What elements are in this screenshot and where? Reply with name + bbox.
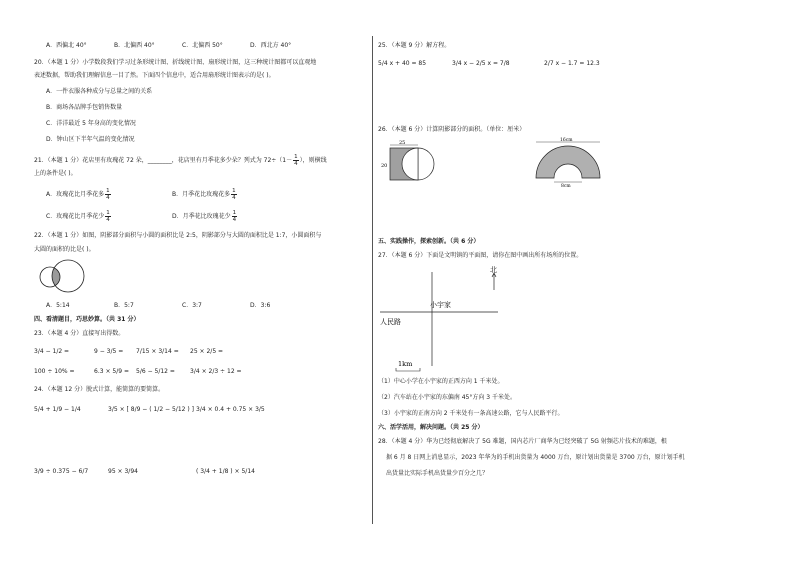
- q26-figure-1: [380, 138, 460, 188]
- q26-stem: 26．（本题 6 分）计算阴影部分的面积。（单位：厘米）: [378, 126, 526, 133]
- q28-line-1: 28．（本题 4 分）华为已经彻底解决了 5G 难题，国内芯片厂商华为已经突破了 5G 射频芯片技术的难题，根: [378, 438, 667, 445]
- q21-option-a-text: A．玫瑰花比月季花多: [46, 191, 105, 198]
- q27-scale-bar: [396, 368, 420, 371]
- q25-equation-1: 5/4 x + 40 = 85: [378, 60, 427, 67]
- q28-line-3: 出货量比实际手机出货量少百分之几？: [386, 470, 489, 477]
- q27-north-label: 北: [490, 266, 497, 274]
- q24-item-2: 3/5 × [ 8/9 − ( 1/2 − 5/12 ) ]: [108, 406, 194, 413]
- q26-width-label: 25: [399, 140, 406, 146]
- q27-road-label: 人民路: [380, 318, 401, 326]
- q20-stem-line2: 表述数据，帮助我们理解信息一目了然。下面四个信息中，适合用扇形统计图表示的是( )。: [34, 72, 275, 79]
- q27-map: [376, 262, 506, 374]
- q27-item-3: （3）小宇家的正南方向 2 千米处有一条高速公路，它与人民路平行。: [378, 410, 564, 417]
- q25-stem: 25．（本题 9 分）解方程。: [378, 42, 451, 49]
- q21-option-c-text: C．玫瑰花比月季花少: [46, 213, 105, 220]
- q21-option-c: [46, 210, 112, 223]
- q21-stem-fraction: [293, 154, 299, 167]
- q21-option-b-num: 1: [232, 188, 236, 194]
- q26-figure-2: [532, 136, 612, 188]
- q27-item-2: （2）汽车站在小宇家的东偏南 45°方向 3 千米处。: [378, 394, 516, 401]
- q22-stem-line1: 22．（本题 1 分）如图，阴影部分面积与小圆的面积比是 2:5，阴影部分与大圆的面积比是 1:7，小圆面积与: [34, 232, 322, 239]
- q20-option-b: B．商场各品牌手包销售数量: [46, 104, 123, 111]
- q27-stem: 27．（本题 6 分）下面是文明镇的平面图，请你在图中画出所有场所的位置。: [378, 252, 583, 259]
- column-divider: [372, 36, 373, 524]
- q23-item-6: 6.3 × 5/9 =: [94, 368, 129, 375]
- q27-scale-label: 1km: [398, 360, 413, 368]
- q24-stem: 24．（本题 12 分）脱式计算，能简算的要简算。: [34, 386, 165, 393]
- q23-item-7: 5/6 − 5/12 =: [136, 368, 175, 375]
- q21-stem-end: ），则横线: [299, 157, 327, 164]
- q21-option-d-text: D．月季花比玫瑰花少: [172, 213, 231, 220]
- q21-option-d-fraction: [232, 210, 238, 223]
- q21-option-c-fraction: [105, 210, 111, 223]
- q22-option-b: B．5:7: [114, 302, 134, 309]
- q21-option-a-fraction: [105, 188, 111, 201]
- q24-item-3: 3/4 × 0.4 + 0.75 × 3/5: [196, 406, 265, 413]
- q20-option-a: A．一件衣服各种成分与总量之间的关系: [46, 88, 153, 95]
- q23-item-5: 100 ÷ 10% =: [34, 368, 75, 375]
- section-4-heading: 四、看清题目，巧思妙算。（共 31 分）: [34, 316, 140, 323]
- q21-option-c-den: 4: [106, 217, 110, 223]
- q22-option-a: A．5:14: [46, 302, 70, 309]
- q23-item-1: 3/4 − 1/2 =: [34, 348, 70, 355]
- q20-option-d: D．钟山区下半年气温的变化情况: [46, 136, 135, 143]
- q26-top-label: 16cm: [560, 138, 573, 143]
- q27-item-1: （1）中心小学在小宇家的正西方向 1 千米处。: [378, 378, 504, 385]
- q21-option-b: [172, 188, 238, 201]
- q23-item-2: 9 − 3/5 =: [94, 348, 124, 355]
- q23-item-8: 3/4 × 2/3 ÷ 12 =: [190, 368, 242, 375]
- q22-option-d: D．3:6: [250, 302, 271, 309]
- q21-option-a: [46, 188, 112, 201]
- q25-equation-2: 3/4 x − 2/5 x = 7/8: [452, 60, 510, 67]
- q24-item-4: 3/9 ÷ 0.375 − 6/7: [34, 468, 89, 475]
- q24-item-5: 95 × 3/94: [108, 468, 138, 475]
- q28-line-2: 据 6 月 8 日网上消息显示，2023 年华为的手机出货量为 4000 万台，原计划出货量是 3700 万台，原计划手机: [386, 454, 685, 461]
- q23-item-4: 25 × 2/5 =: [190, 348, 224, 355]
- q21-option-a-num: 1: [106, 188, 110, 194]
- q20-stem-line1: 20．（本题 1 分）小学数段我们学习过条形统计图、折线统计图、扇形统计图，这三种统计图都可以直观地: [34, 59, 317, 66]
- q21-option-b-text: B．月季花比玫瑰花多: [172, 191, 231, 198]
- q24-item-6: ( 3/4 + 1/8 ) × 5/14: [196, 468, 255, 475]
- q19-option-c: C．北偏西 50°: [182, 42, 223, 49]
- q23-stem: 23．（本题 4 分）直接写出得数。: [34, 330, 125, 337]
- q21-option-b-fraction: [231, 188, 237, 201]
- q21-stem-text: 21．（本题 1 分）花店里有玫瑰花 72 朵，________，花店里有月季花多少朵？列式为 72÷（1－: [34, 157, 293, 164]
- q26-bottom-label: 8cm: [561, 184, 571, 188]
- q24-item-1: 5/4 + 1/9 − 1/4: [34, 406, 81, 413]
- q25-equation-3: 2/7 x − 1.7 = 12.3: [544, 60, 600, 67]
- q26-shaded-ring: [536, 146, 600, 178]
- section-6-heading: 六、活学活用，解决问题。（共 25 分）: [378, 424, 484, 431]
- q21-option-c-num: 1: [106, 210, 110, 216]
- q21-option-b-den: 4: [232, 195, 236, 201]
- q21-option-a-den: 4: [106, 195, 110, 201]
- q27-home-label: 小宇家: [430, 301, 451, 309]
- q19-option-d: D．西北方 40°: [250, 42, 292, 49]
- q21-stem-line2: 上的条件是( )。: [34, 170, 77, 177]
- q26-height-label: 20: [381, 163, 388, 169]
- q21-frac-denominator: 4: [294, 161, 298, 167]
- q19-option-a: A．西偏北 40°: [46, 42, 87, 49]
- q21-option-d-num: 1: [232, 210, 237, 216]
- section-5-heading: 五、实践操作，探索创新。（共 6 分）: [378, 238, 480, 245]
- q21-frac-numerator: 1: [294, 154, 298, 160]
- q19-option-b: B．北偏西 40°: [114, 42, 155, 49]
- q20-option-c: C．洋洋最近 5 年身高的变化情况: [46, 120, 136, 127]
- q22-stem-line2: 大圆的面积的比是( )。: [34, 246, 95, 253]
- q22-venn-figure: [32, 258, 92, 294]
- q22-option-c: C．3:7: [182, 302, 202, 309]
- q21-option-d: [172, 210, 238, 223]
- q21-option-d-den: 4: [232, 217, 237, 223]
- q21-stem-line1: [34, 154, 327, 167]
- q23-item-3: 7/15 × 3/14 =: [136, 348, 179, 355]
